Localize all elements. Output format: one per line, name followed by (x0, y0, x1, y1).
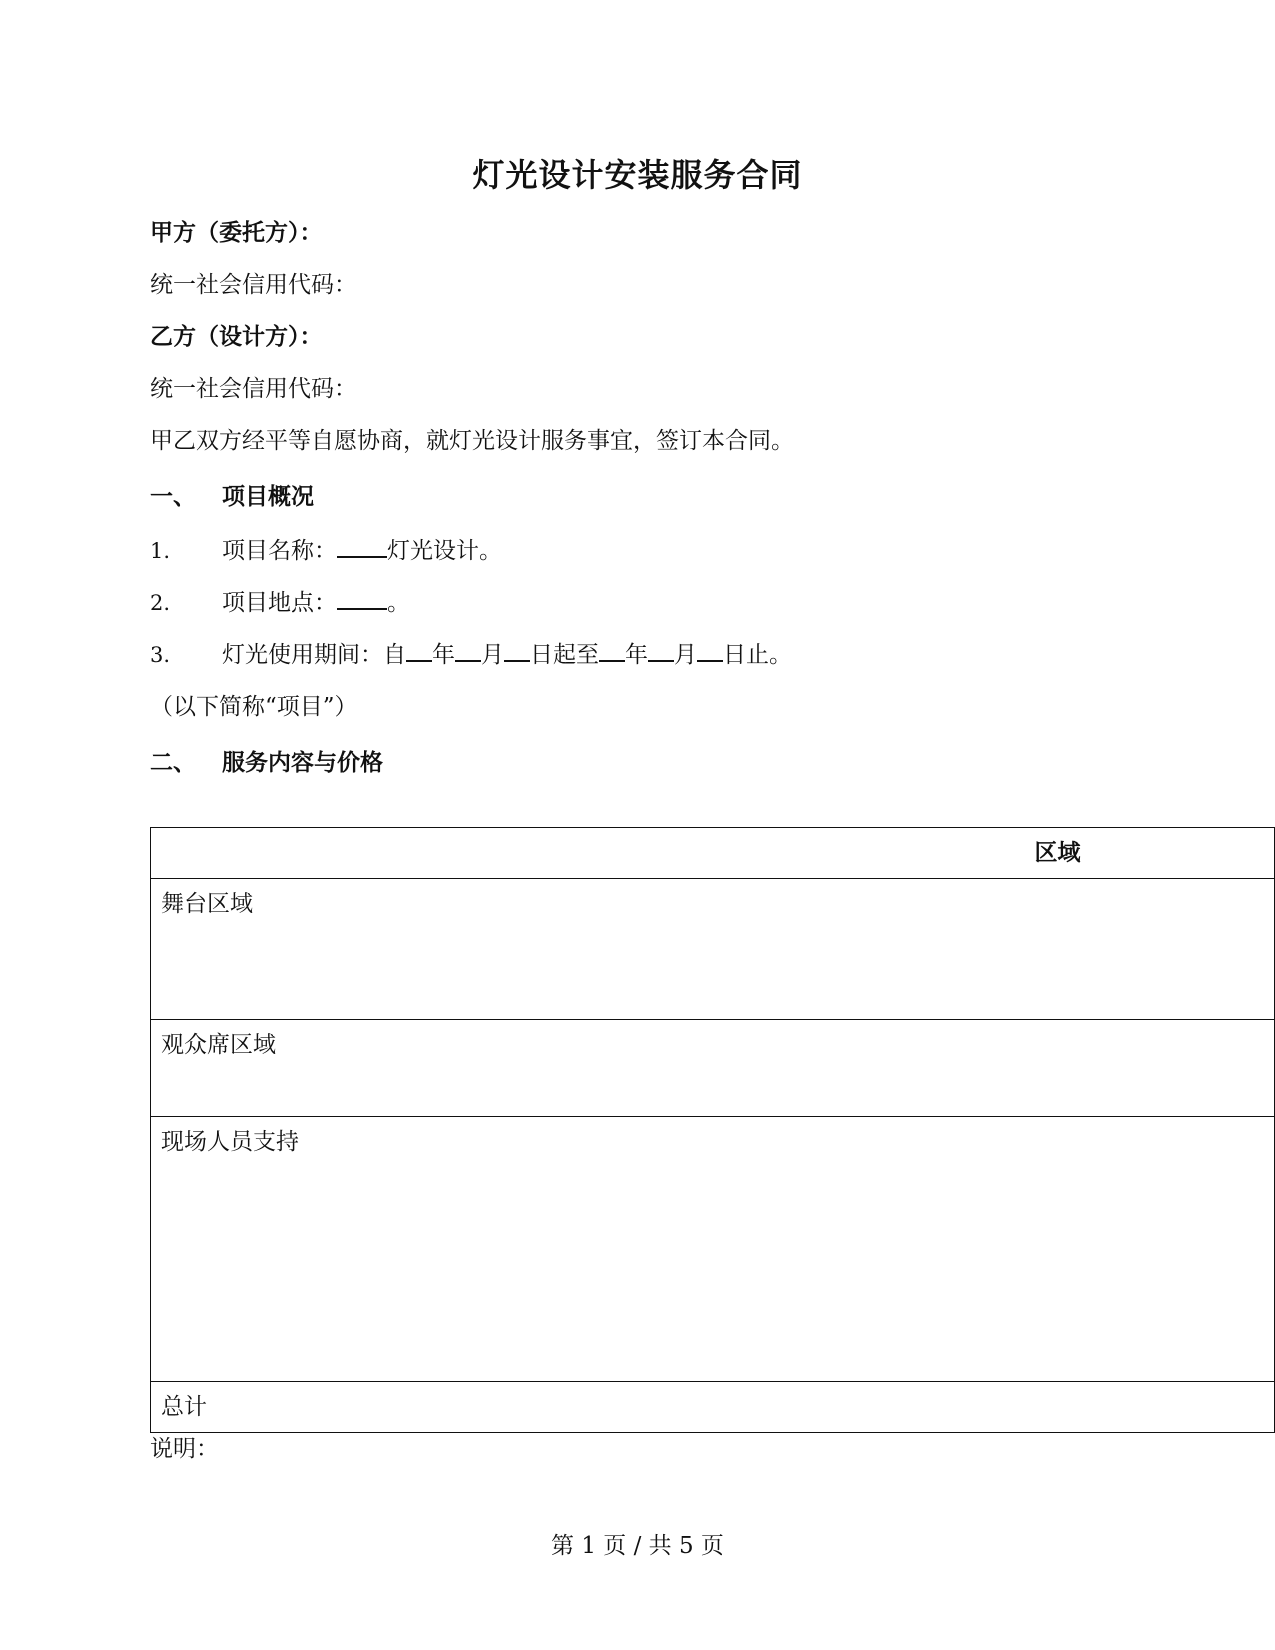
blank-field[interactable] (406, 640, 432, 662)
item-label: 项目地点： (222, 590, 337, 616)
table-row-audience: 观众席区域 (151, 1020, 1275, 1117)
table-header-region: 区域 (151, 828, 1275, 879)
party-b-credit-code-label: 统一社会信用代码： (150, 376, 357, 402)
section1-item-1 (150, 532, 502, 565)
item-suffix: 灯光设计。 (387, 538, 502, 564)
blank-field[interactable] (337, 588, 387, 610)
item-label: 灯光使用期间：自 (222, 642, 406, 668)
blank-field[interactable] (697, 640, 723, 662)
intro-paragraph: 甲乙双方经平等自愿协商，就灯光设计服务事宜，签订本合同。 (150, 428, 794, 454)
table-row-total: 总计 (151, 1382, 1275, 1433)
item-suffix: 。 (387, 590, 410, 616)
blank-field[interactable] (599, 640, 625, 662)
section1-title: 项目概况 (222, 483, 314, 510)
section2-title: 服务内容与价格 (222, 749, 383, 776)
blank-field[interactable] (455, 640, 481, 662)
section2-heading (150, 744, 383, 777)
party-a-credit-code-label: 统一社会信用代码： (150, 272, 357, 298)
date-part: 年 (625, 642, 648, 668)
table-row-stage: 舞台区域 (151, 879, 1275, 1020)
date-part: 月 (674, 642, 697, 668)
section1-number: 一、 (150, 483, 196, 510)
date-part: 月 (481, 642, 504, 668)
section1-item-2 (150, 584, 410, 617)
blank-field[interactable] (504, 640, 530, 662)
explanation-label: 说明： (150, 1436, 219, 1462)
item-number: 1. (150, 539, 171, 563)
section1-note: （以下简称“项目”） (150, 694, 358, 720)
party-a-label: 甲方（委托方）： (150, 219, 323, 246)
date-part: 日止。 (723, 642, 792, 668)
section1-item-3 (150, 636, 792, 669)
item-label: 项目名称： (222, 538, 337, 564)
date-part: 日起至 (530, 642, 599, 668)
blank-field[interactable] (337, 536, 387, 558)
item-number: 2. (150, 591, 171, 615)
page-footer: 第 1 页 / 共 5 页 (551, 1533, 724, 1559)
table-row-staff-support: 现场人员支持 (151, 1117, 1275, 1382)
date-part: 年 (432, 642, 455, 668)
page-title: 灯光设计安装服务合同 (472, 156, 803, 194)
blank-field[interactable] (648, 640, 674, 662)
party-b-label: 乙方（设计方）： (150, 323, 323, 350)
item-number: 3. (150, 643, 171, 667)
section2-number: 二、 (150, 749, 196, 776)
service-price-table (150, 827, 1275, 1433)
section1-heading (150, 478, 314, 511)
